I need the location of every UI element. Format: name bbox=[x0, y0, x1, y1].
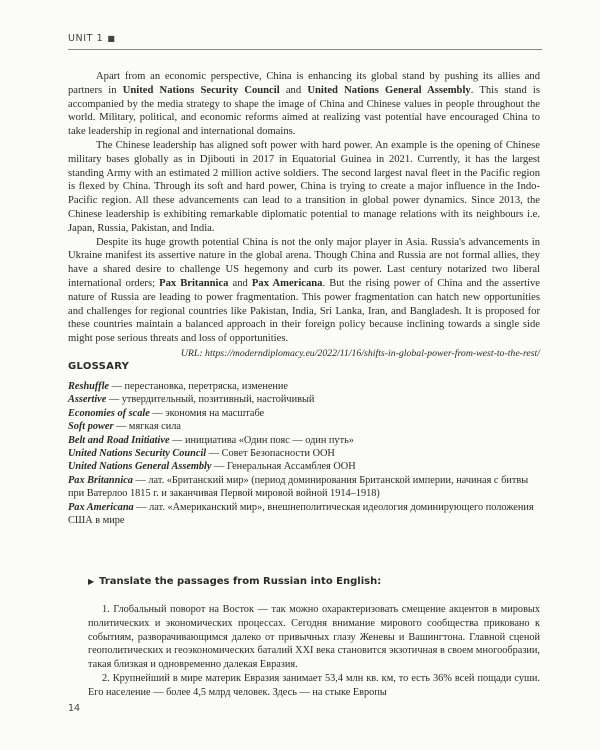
glossary-entry: Pax Americana — лат. «Американский мир», внешнеполитическая идеология доминирующего положения США в мире bbox=[68, 501, 534, 527]
glossary-heading: GLOSSARY bbox=[68, 361, 130, 372]
header-divider bbox=[68, 49, 542, 50]
article-paragraph-2: The Chinese leadership has aligned soft power with hard power. An example is the opening of Chinese military bases globally as in Djibouti in 2017 in Equatorial Guinea in 2021. Currently, it has the largest standing Army with an estimated 2 million active soldiers. The second largest naval fleet in the Pacific region is flexed by China. Through its soft and hard power, China is trying to create a major influence in the Indo-Pacific region. All these advancements can lead to a transition in global power dynamics. Since 2013, the Chinese leadership is exhibiting remarkable diplomatic potential to manage relations with its neighbours i.e. Japan, Russia, Pakistan, and India. bbox=[68, 139, 540, 234]
article-body bbox=[68, 70, 540, 361]
exercise-text bbox=[88, 603, 540, 700]
term-pax-britannica: Pax Britannica bbox=[159, 277, 229, 289]
exercise-passage-1: 1. Глобальный поворот на Восток — так можно охарактеризовать смещение акцентов в мировых политических и экономических процессах. Сегодня внимание мирового сообщества приковано к событиям, разворачивающимся далеко от привычных глазу Женевы и Вашингтона. Главной сценой геополитических и геоэкономических баталий XXI века становится экзотичная в своем многообразии, такая близкая и одновременно далекая Евразия. bbox=[88, 604, 540, 671]
term-pax-americana: Pax Americana bbox=[251, 277, 323, 289]
exercise-passage-2: 2. Крупнейший в мире материк Евразия занимает 53,4 млн кв. км, то есть 36% всей пощади суши. Его население — более 4,5 млрд человек. Здесь — на стыке Европы bbox=[88, 672, 540, 698]
exercise-heading bbox=[88, 576, 381, 587]
glossary-entry: Pax Britannica — лат. «Британский мир» (период доминирования Британской империи, начиная с битвы при Ватерлоо 1815 г. и заканчивая Первой мировой войной 1914–1918) bbox=[68, 474, 529, 500]
header-bullet: ■ bbox=[107, 34, 116, 43]
article-paragraph-1: Apart from an economic perspective, China is enhancing its global stand by pushing its allies and partners in United Nations Security Council and United Nations General Assembly. This stand is accompanied by the media strategy to shape the image of China and Chinese values in people throughout the world. Military, political, and economic reforms aimed at realizing vast potential have encouraged China to take leadership in regional and international domains. bbox=[68, 71, 540, 138]
glossary-entry: Reshuffle — перестановка, перетряска, изменение bbox=[68, 381, 289, 392]
exercise-instruction: Translate the passages from Russian into English: bbox=[99, 576, 382, 587]
running-header bbox=[68, 33, 116, 44]
glossary-entry: United Nations General Assembly — Генеральная Ассамблея ООН bbox=[68, 461, 356, 473]
glossary-entry: Belt and Road Initiative — инициатива «Один пояс — один путь» bbox=[68, 434, 354, 446]
term-unga: United Nations General Assembly bbox=[307, 84, 471, 96]
glossary-list bbox=[68, 380, 540, 527]
glossary-entry: United Nations Security Council — Совет Безопасности ООН bbox=[68, 448, 335, 460]
glossary-entry: Economies of scale — экономия на масштабе bbox=[68, 407, 265, 419]
term-unsc: United Nations Security Council bbox=[122, 84, 280, 96]
article-paragraph-3: Despite its huge growth potential China is not the only major player in Asia. Russia's advancements in Ukraine manifest its assertive nature in the global arena. Though China and Russia are not formal allies, they have a shared desire to challenge US hegemony and curb its power. Last century notarized two liberal international orders; Pax Britannica and Pax Americana. But the rising power of China and the assertive nature of Russia are leading to power fragmentation. This power fragmentation can hatch new opportunities and challenges for regional countries like Pakistan, India, Sri Lanka, Iran, and Bangladesh. It is proposed for these countries maintain a balanced approach in their foreign policy because inclining towards a single side might pose serious threats and loss of opportunities. bbox=[68, 236, 540, 345]
triangle-right-icon: ▶ bbox=[88, 577, 95, 586]
unit-label: UNIT 1 bbox=[68, 33, 104, 44]
glossary-entry: Soft power — мягкая сила bbox=[68, 421, 181, 433]
source-url: URL: https://moderndiplomacy.eu/2022/11/16/shifts-in-global-power-from-west-to-the-rest/ bbox=[180, 347, 540, 359]
glossary-entry: Assertive — утвердительный, позитивный, настойчивый bbox=[68, 394, 315, 406]
page-number: 14 bbox=[68, 703, 81, 714]
